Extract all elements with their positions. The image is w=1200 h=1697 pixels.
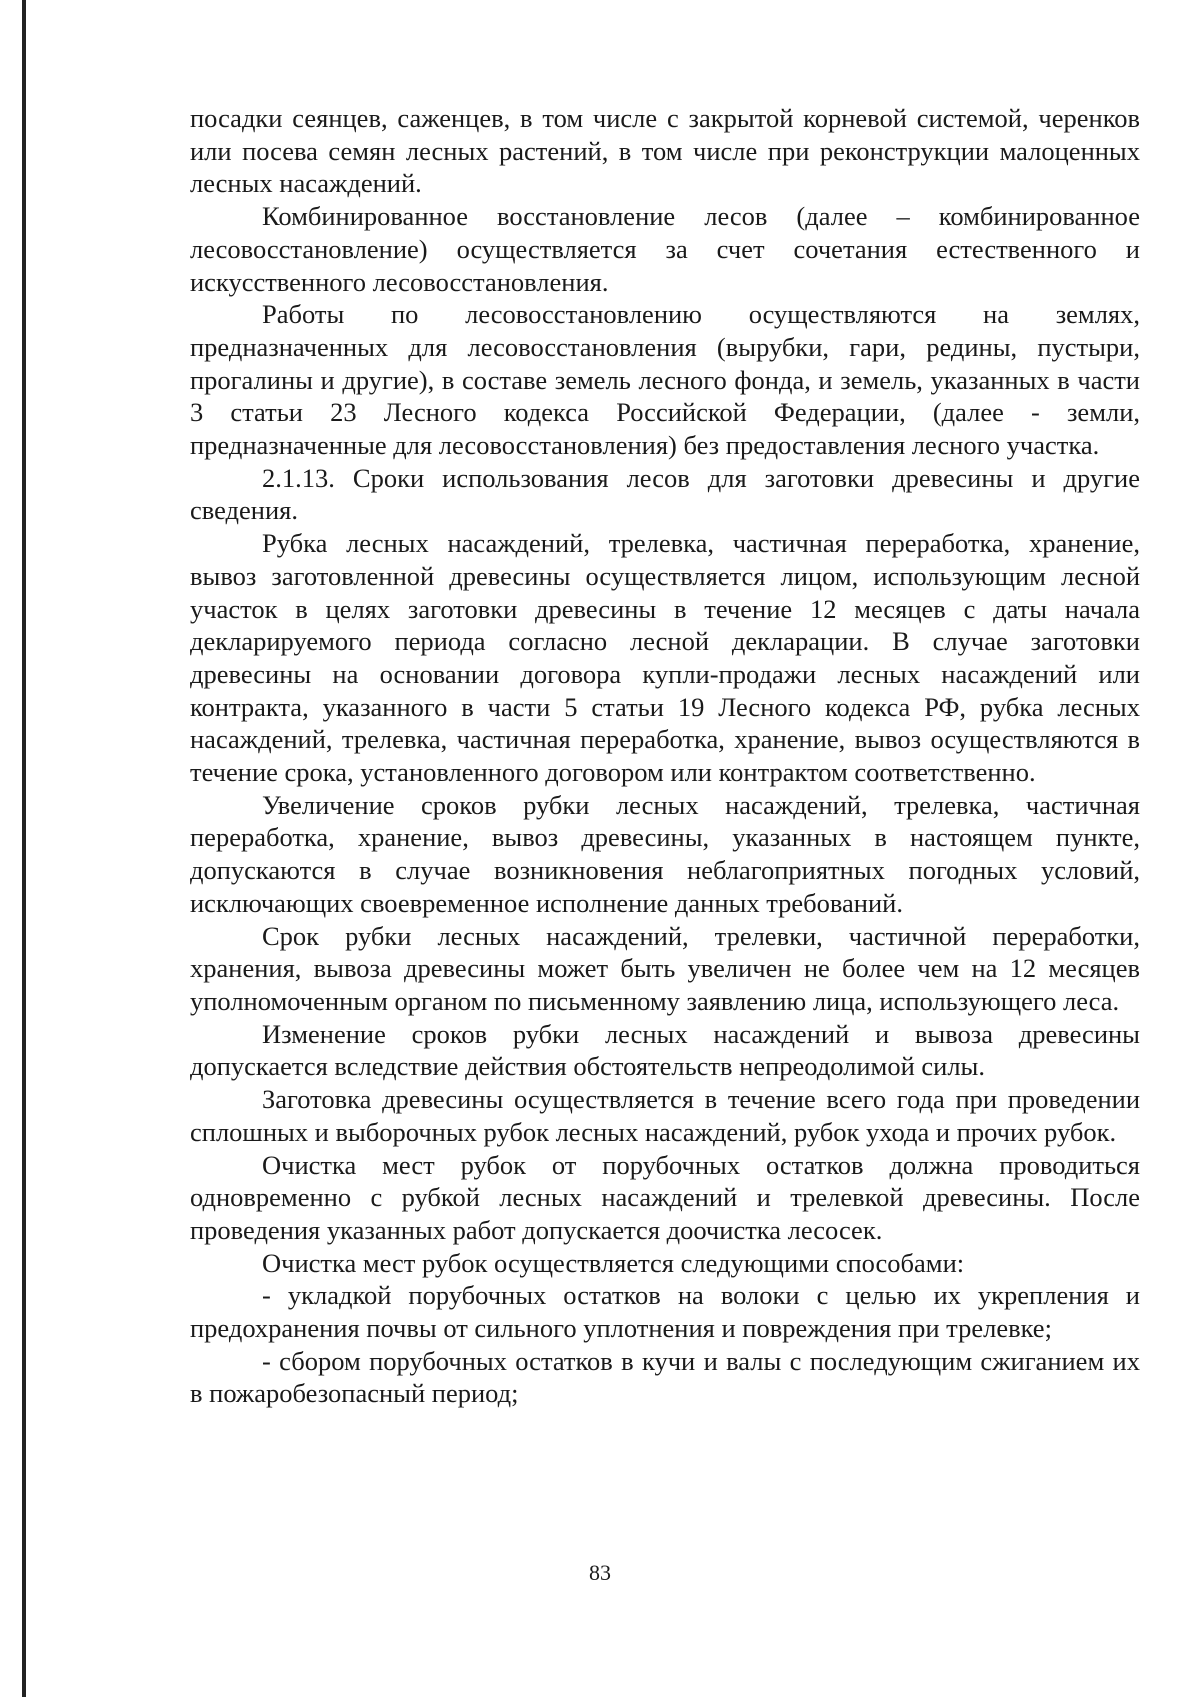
paragraph: Очистка мест рубок от порубочных остатков должна проводиться одновременно с рубкой лесных насаждений и трелевкой древесины. После проведения указанных работ допускается доочистка лесосек. <box>190 1149 1140 1245</box>
document-body <box>190 102 1140 1410</box>
paragraph: посадки сеянцев, саженцев, в том числе с закрытой корневой системой, черенков или посева семян лесных растений, в том числе при реконструкции малоценных лесных насаждений. <box>190 103 1140 199</box>
paragraph: Изменение сроков рубки лесных насаждений и вывоза древесины допускается вследствие действия обстоятельств непреодолимой силы. <box>190 1018 1140 1082</box>
scan-border-line <box>22 0 26 1697</box>
paragraph: Работы по лесовосстановлению осуществляются на землях, предназначенных для лесовосстановления (вырубки, гари, редины, пустыри, прогалины и другие), в составе земель лесного фонда, и земель, указанных в части 3 статьи 23 Лесного кодекса Российской Федерации, (далее - земли, предназначенные для лесовосстановления) без предоставления лесного участка. <box>190 299 1140 461</box>
paragraph: Срок рубки лесных насаждений, трелевки, частичной переработки, хранения, вывоза древесины может быть увеличен не более чем на 12 месяцев уполномоченным органом по письменному заявлению лица, использующего леса. <box>190 920 1140 1016</box>
paragraph: Заготовка древесины осуществляется в течение всего года при проведении сплошных и выборочных рубок лесных насаждений, рубок ухода и прочих рубок. <box>190 1084 1140 1147</box>
page-number: 83 <box>589 1560 611 1585</box>
paragraph: Очистка мест рубок осуществляется следующими способами: <box>262 1247 965 1278</box>
list-item: - укладкой порубочных остатков на волоки с целью их укрепления и предохранения почвы от сильного уплотнения и повреждения при трелевке; <box>190 1280 1140 1344</box>
paragraph: Увеличение сроков рубки лесных насаждений, трелевка, частичная переработка, хранение, вывоз древесины, указанных в настоящем пункте, допускаются в случае возникновения неблагоприятных погодных условий, исключающих своевременное исполнение данных требований. <box>190 789 1140 918</box>
section-heading: 2.1.13. Сроки использования лесов для заготовки древесины и другие сведения. <box>190 462 1140 526</box>
list-item: - сбором порубочных остатков в кучи и валы с последующим сжиганием их в пожаробезопасный период; <box>190 1345 1140 1409</box>
paragraph: Рубка лесных насаждений, трелевка, частичная переработка, хранение, вывоз заготовленной древесины осуществляется лицом, использующим лесной участок в целях заготовки древесины в течение 12 месяцев с даты начала декларируемого периода согласно лесной декларации. В случае заготовки древесины на основании договора купли-продажи лесных насаждений или контракта, указанного в части 5 статьи 19 Лесного кодекса РФ, рубка лесных насаждений, трелевка, частичная переработка, хранение, вывоз осуществляются в течение срока, установленного договором или контрактом соответственно. <box>190 528 1140 788</box>
paragraph: Комбинированное восстановление лесов (далее – комбинированное лесовосстановление) осуществляется за счет сочетания естественного и искусственного лесовосстановления. <box>190 201 1140 297</box>
